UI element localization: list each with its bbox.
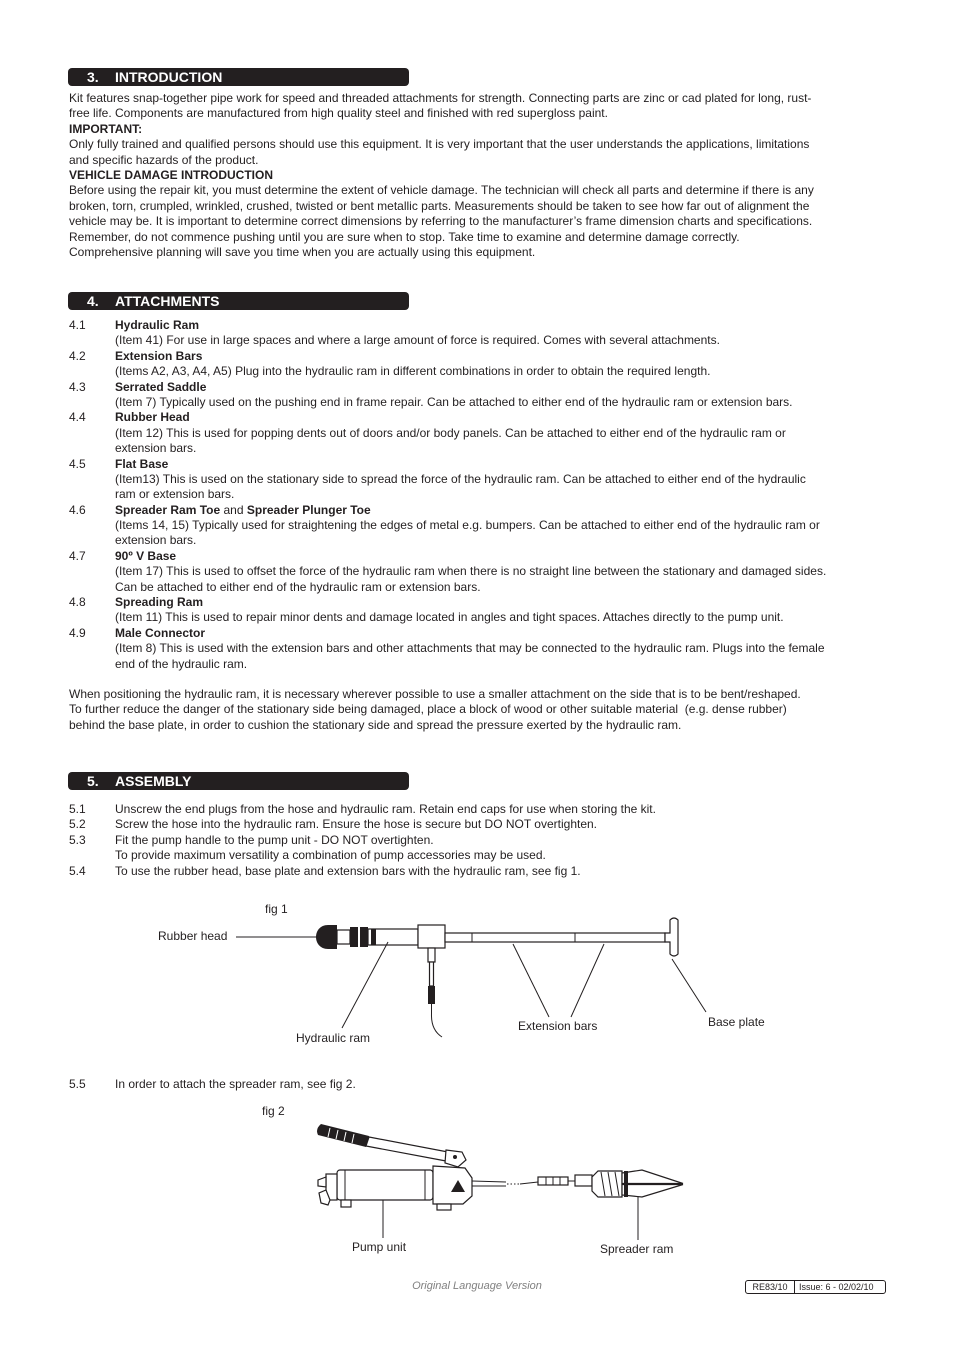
spreader-band (624, 1171, 628, 1197)
attachment-item (69, 457, 909, 503)
section-header-introduction (68, 68, 409, 86)
item-body (115, 349, 909, 380)
ram-collar (360, 927, 368, 947)
section-number: 5. (87, 773, 99, 789)
item-title-part: Spreader Ram Toe (115, 502, 221, 517)
original-language-note: Original Language Version (412, 1280, 542, 1292)
hose-coupler (428, 986, 435, 1004)
step-number: 5.3 (69, 832, 86, 847)
pump-foot (437, 1204, 451, 1210)
hose-coupler (575, 1175, 592, 1186)
base-plate-leader-line (672, 959, 706, 1012)
pump-unit-label: Pump unit (352, 1240, 407, 1254)
figure-2 (250, 1100, 710, 1265)
attachments-note (69, 687, 909, 733)
item-description-line: (Item 17) This is used to offset the force of the hydraulic ram when there is no straight line between the stationary and damaged sides. (115, 564, 827, 579)
item-description-line: (Items 14, 15) Typically used for straightening the edges of metal e.g. bumpers. Can be attached to either end of the hydraulic ram or (115, 518, 820, 533)
vehicle-damage-text-line: vehicle may be. It is important to determine correct dimensions by referring to the manufacturer’s frame dimension charts and specifications. (69, 214, 813, 229)
item-description-line: ram or extension bars. (115, 487, 235, 502)
step-number: 5.5 (69, 1077, 86, 1091)
assembly-steps (69, 802, 909, 879)
ram-band (371, 929, 376, 945)
pump-unit-drawing (317, 1124, 472, 1210)
item-body (115, 457, 909, 503)
issue-date: Issue: 6 - 02/02/10 (799, 1282, 874, 1292)
pivot-pin (453, 1155, 457, 1159)
vehicle-damage-text-line: Remember, do not commence pushing until you are sure when to stop. Take time to examine and determine damage correctly. (69, 229, 740, 244)
step-text-line: Screw the hose into the hydraulic ram. Ensure the hose is secure but DO NOT overtighten. (115, 817, 598, 832)
step-text-line: Fit the pump handle to the pump unit - DO NOT overtighten. (115, 832, 434, 847)
section-number: 4. (87, 293, 99, 309)
spreader-lower-jaw (622, 1185, 683, 1198)
item-body (115, 595, 909, 626)
item-title (115, 503, 909, 518)
item-description-line: (Item 7) Typically used on the pushing end in frame repair. Can be attached to either end of the hydraulic ram or extension bars. (115, 394, 793, 409)
item-description-line: (Items A2, A3, A4, A5) Plug into the hydraulic ram in different combinations in order to obtain the required length. (115, 364, 711, 379)
important-text-line: and specific hazards of the product. (69, 152, 259, 167)
item-body (115, 380, 909, 411)
figure-1-caption: fig 1 (265, 902, 288, 916)
document-reference: RE83/10 (746, 1281, 795, 1293)
item-description-line: (Item 41) For use in large spaces and where a large amount of force is required. Comes with several attachments. (115, 333, 720, 348)
item-description-line: (Item 11) This is used to repair minor dents and damage located in angles and tight spaces. Attaches directly to the pump unit. (115, 610, 784, 625)
pump-foot (341, 1200, 351, 1207)
hose-fitting (428, 948, 435, 962)
attachment-item (69, 410, 909, 456)
step-body (115, 817, 909, 832)
item-body (115, 318, 909, 349)
assembly-step (69, 802, 909, 817)
item-description-line: (Item13) This is used on the stationary side to spread the force of the hydraulic ram. Can be attached to either end of the hydraulic (115, 471, 806, 486)
vehicle-damage-text-line: Before using the repair kit, you must determine the extent of vehicle damage. The technician will check all parts and determine if there is any (69, 183, 814, 198)
ram-collar (350, 927, 358, 947)
intro-text-line: Kit features snap-together pipe work for speed and threaded attachments for strength. Connecting parts are zinc or cad plated for long, rust- (69, 91, 812, 105)
item-title: Serrated Saddle (115, 379, 207, 394)
attachment-item (69, 349, 909, 380)
step-text-line: To provide maximum versatility a combination of pump accessories may be used. (115, 848, 546, 863)
extension-bar-tube (445, 933, 665, 942)
item-number: 4.7 (69, 548, 86, 563)
spreader-ram-drawing (592, 1170, 683, 1197)
base-plate-shape (665, 918, 678, 956)
item-title: Flat Base (115, 456, 169, 471)
item-description-line: end of the hydraulic ram. (115, 656, 248, 671)
assembly-step-5-5 (69, 1077, 909, 1092)
pump-handle-grip (317, 1124, 369, 1147)
attachment-item (69, 595, 909, 626)
extension-bars-leader-line (571, 944, 604, 1017)
assembly-step (69, 864, 909, 879)
attachments-list (69, 318, 909, 672)
vehicle-damage-text-line: Comprehensive planning will save you time when you are actually using this equipment. (69, 244, 536, 259)
pump-handle-shaft (366, 1137, 448, 1161)
item-description-line: (Item 8) This is used with the extension bars and other attachments that may be connected to the hydraulic ram. Plugs into the female (115, 641, 825, 656)
step-number: 5.1 (69, 802, 86, 816)
introduction-body (69, 91, 909, 260)
pump-nozzle (318, 1177, 326, 1187)
pump-cylinder (337, 1170, 433, 1200)
spreader-upper-jaw (622, 1170, 683, 1184)
item-number: 4.4 (69, 410, 86, 425)
document-reference-box (745, 1280, 886, 1294)
attachment-item (69, 318, 909, 349)
item-body (115, 626, 909, 672)
rubber-head-shape (316, 925, 337, 949)
item-body (115, 549, 909, 595)
item-number: 4.3 (69, 379, 86, 394)
step-body (115, 1077, 909, 1092)
section-title: INTRODUCTION (115, 69, 223, 85)
step-body (115, 802, 909, 817)
extension-bars-leader-line (513, 944, 549, 1017)
important-text-line: Only fully trained and qualified persons should use this equipment. It is very important that the user understands the applications, limitations (69, 137, 810, 152)
step-body (115, 833, 909, 864)
item-title: Extension Bars (115, 348, 203, 363)
step-number: 5.4 (69, 863, 86, 878)
attachment-item (69, 549, 909, 595)
figure-2-caption: fig 2 (262, 1104, 285, 1118)
intro-text-line: free life. Components are manufactured from high quality steel and finished with red supergloss paint. (69, 106, 608, 121)
hose-end (431, 1004, 442, 1037)
item-title: 90º V Base (115, 548, 177, 563)
vehicle-damage-text-line: broken, torn, crumpled, wrinkled, crushed, twisted or bent metallic parts. Measurements should be taken to see how far out of alignment the (69, 198, 810, 213)
item-number: 4.5 (69, 456, 86, 471)
section-header-assembly (68, 772, 409, 790)
step-body (115, 864, 909, 879)
item-description-line: (Item 12) This is used for popping dents out of doors and/or body panels. Can be attached to either end of the hydraulic ram or (115, 425, 786, 440)
item-number: 4.8 (69, 595, 86, 610)
assembly-step (69, 833, 909, 864)
item-title: Rubber Head (115, 410, 190, 425)
step-number: 5.2 (69, 817, 86, 832)
step-text-line: Unscrew the end plugs from the hose and hydraulic ram. Retain end caps for use when storing the kit. (115, 802, 656, 816)
coupler-block (418, 925, 445, 948)
note-text-line: behind the base plate, in order to cushion the stationary side and spread the pressure exerted by the hydraulic ram. (69, 717, 682, 732)
rubber-head-label: Rubber head (158, 929, 228, 943)
hose-drawing (472, 1175, 592, 1186)
item-description-line: extension bars. (115, 533, 197, 548)
section-header-attachments (68, 292, 409, 310)
assembly-step (69, 1077, 909, 1092)
assembly-step (69, 817, 909, 832)
hose-line (472, 1181, 506, 1182)
vehicle-damage-heading: VEHICLE DAMAGE INTRODUCTION (69, 167, 273, 182)
item-title-join: and (223, 502, 244, 517)
item-description-line: extension bars. (115, 441, 197, 456)
step-text-line: In order to attach the spreader ram, see fig 2. (115, 1077, 356, 1091)
item-title: Spreading Ram (115, 595, 204, 610)
extension-bars-label: Extension bars (518, 1019, 598, 1033)
hose-segment (430, 962, 434, 986)
item-title: Male Connector (115, 625, 206, 640)
item-title-part: Spreader Plunger Toe (246, 502, 371, 517)
attachment-item (69, 380, 909, 411)
section-title: ATTACHMENTS (115, 293, 220, 309)
attachment-item (69, 626, 909, 672)
figure-1 (150, 895, 800, 1055)
section-number: 3. (87, 69, 99, 85)
ram-neck (337, 930, 350, 944)
note-text-line: When positioning the hydraulic ram, it is necessary wherever possible to use a smaller attachment on the side that is to be bent/reshaped. (69, 687, 801, 701)
step-text-line: To use the rubber head, base plate and extension bars with the hydraulic ram, see fig 1. (115, 863, 581, 878)
item-body (115, 503, 909, 549)
hydraulic-ram-assembly-drawing (316, 918, 678, 1037)
item-title: Hydraulic Ram (115, 318, 200, 332)
section-title: ASSEMBLY (115, 773, 192, 789)
hose-line (520, 1182, 538, 1184)
pump-head (433, 1166, 472, 1204)
hydraulic-ram-label: Hydraulic ram (296, 1031, 371, 1045)
item-number: 4.6 (69, 502, 86, 517)
item-description-line: Can be attached to either end of the hydraulic ram or extension bars. (115, 579, 481, 594)
important-heading: IMPORTANT: (69, 121, 143, 136)
attachment-item (69, 503, 909, 549)
base-plate-label: Base plate (708, 1015, 765, 1029)
item-number: 4.1 (69, 318, 86, 332)
item-number: 4.9 (69, 625, 86, 640)
item-number: 4.2 (69, 348, 86, 363)
spreader-ram-label: Spreader ram (600, 1242, 674, 1256)
hydraulic-ram-leader-line (342, 942, 388, 1028)
note-text-line: To further reduce the danger of the stationary side being damaged, place a block of wood or other suitable material (e.g. dense rubber) (69, 702, 787, 717)
item-body (115, 410, 909, 456)
